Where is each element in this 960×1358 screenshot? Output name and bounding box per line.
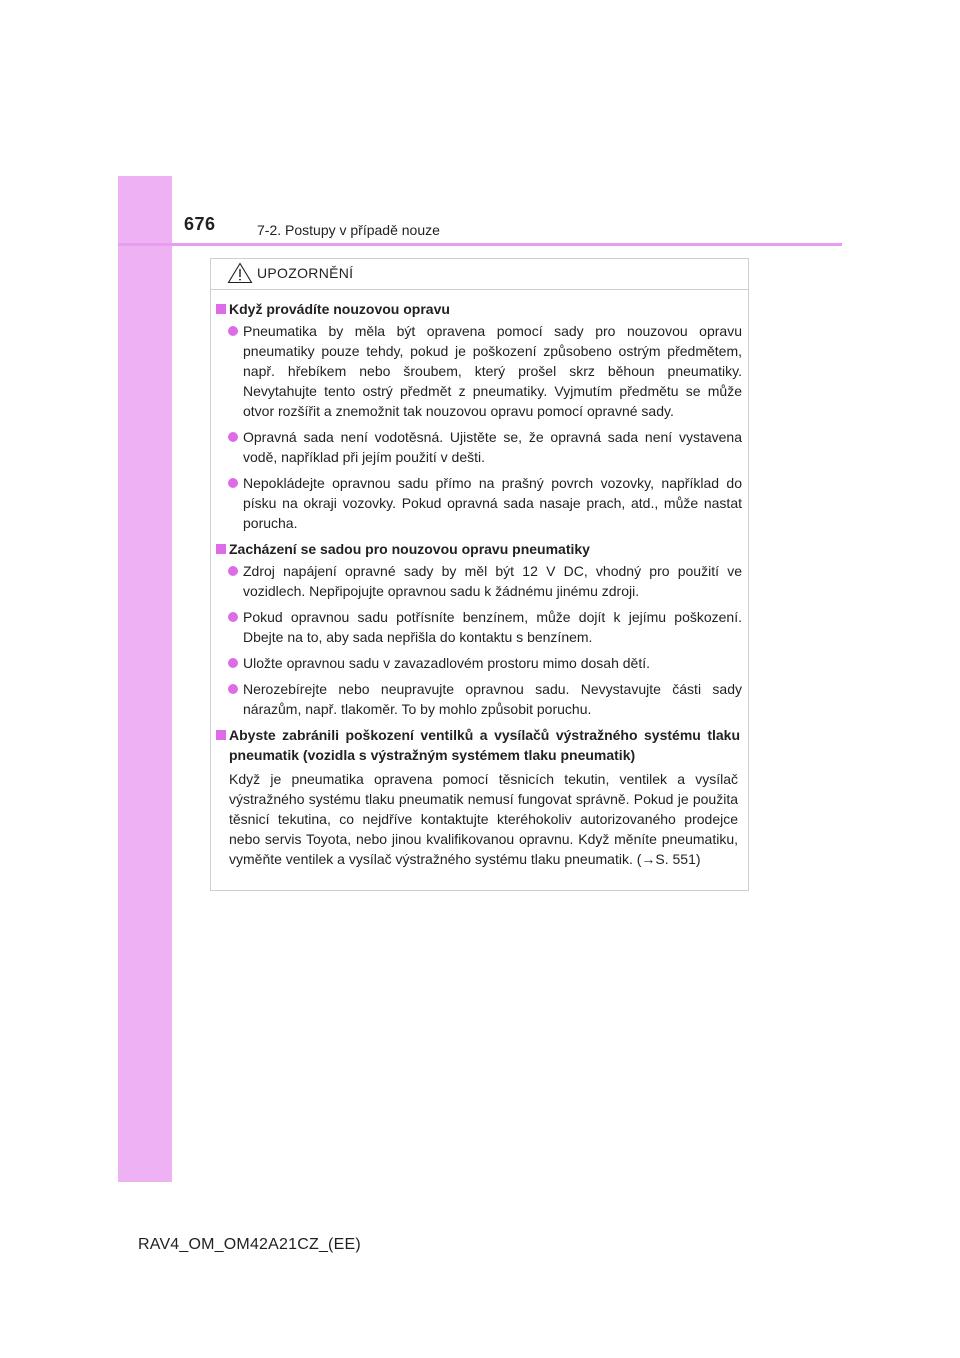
circle-bullet-icon — [228, 478, 238, 488]
header-rule — [118, 243, 842, 246]
list-item — [211, 473, 748, 533]
list-item-text: Nepokládejte opravnou sadu přímo na prašný povrch vozovky, například do písku na okraji vozovky. Pokud opravná sada nasaje prach, atd., může nastat porucha. — [243, 475, 742, 531]
circle-bullet-icon — [228, 612, 238, 622]
subheading — [211, 725, 748, 765]
list-item — [211, 607, 748, 647]
page-number: 676 — [184, 214, 216, 234]
paragraph: Když je pneumatika opravena pomocí těsnicích tekutin, ventilek a vysílač výstražného systému tlaku pneumatik nemusí fungovat správně. Pokud je použita těsnicí tekutina, co nejdříve kontaktujte kteréhokoliv autorizovaného prodejce nebo servis Toyota, nebo jinou kvalifikovanou opravnu. Když měníte pneumatiku, vyměňte ventilek a vysílač výstražného systému tlaku pneumatik. (→S. 551) — [229, 771, 738, 867]
list-item-text: Zdroj napájení opravné sady by měl být 12 V DC, vhodný pro použití ve vozidlech. Nepřipojujte opravnou sadu k žádnému jinému zdroji. — [243, 563, 742, 599]
square-bullet-icon — [216, 304, 226, 314]
list-item-text: Pneumatika by měla být opravena pomocí sady pro nouzovou opravu pneumatiky pouze tehdy, pokud je poškození způsobeno ostrým předmětem, např. hřebíkem nebo šroubem, který prošel skrz běhoun pneumatiky. Nevytahujte tento ostrý předmět z pneumatiky. Vyjmutím předmětu se může otvor rozšířit a znemožnit tak nouzovou opravu pomocí opravné sady. — [243, 323, 742, 419]
warning-label: UPOZORNĚNÍ — [257, 265, 354, 281]
list-item-text: Uložte opravnou sadu v zavazadlovém prostoru mimo dosah dětí. — [243, 655, 650, 671]
document-code: RAV4_OM_OM42A21CZ_(EE) — [138, 1236, 361, 1253]
circle-bullet-icon — [228, 658, 238, 668]
subheading-text: Abyste zabránili poškození ventilků a vysílačů výstražného systému tlaku pneumatik (vozidla s výstražným systémem tlaku pneumatik) — [229, 727, 740, 763]
list-item — [211, 679, 748, 719]
circle-bullet-icon — [228, 432, 238, 442]
list-item-text: Nerozebírejte nebo neupravujte opravnou sadu. Nevystavujte části sady nárazům, např. tlakoměr. To by mohlo způsobit poruchu. — [243, 681, 742, 717]
warning-triangle-icon — [227, 262, 253, 284]
subheading-text: Zacházení se sadou pro nouzovou opravu pneumatiky — [229, 541, 590, 557]
side-tab — [118, 176, 172, 1182]
warning-box — [210, 258, 749, 891]
list-item-text: Opravná sada není vodotěsná. Ujistěte se, že opravná sada není vystavena vodě, například při jejím použití v dešti. — [243, 429, 742, 465]
circle-bullet-icon — [228, 566, 238, 576]
square-bullet-icon — [216, 730, 226, 740]
list-item — [211, 427, 748, 467]
warning-content — [211, 299, 748, 869]
warning-header — [211, 259, 748, 290]
circle-bullet-icon — [228, 684, 238, 694]
section-title: 7-2. Postupy v případě nouze — [257, 222, 440, 238]
subheading — [211, 299, 748, 319]
list-item — [211, 653, 748, 673]
subheading-text: Když provádíte nouzovou opravu — [229, 301, 450, 317]
subheading — [211, 539, 748, 559]
circle-bullet-icon — [228, 326, 238, 336]
page-header — [184, 214, 844, 244]
square-bullet-icon — [216, 544, 226, 554]
list-item-text: Pokud opravnou sadu potřísníte benzínem, může dojít k jejímu poškození. Dbejte na to, aby sada nepřišla do kontaktu s benzínem. — [243, 609, 742, 645]
list-item — [211, 561, 748, 601]
list-item — [211, 321, 748, 421]
